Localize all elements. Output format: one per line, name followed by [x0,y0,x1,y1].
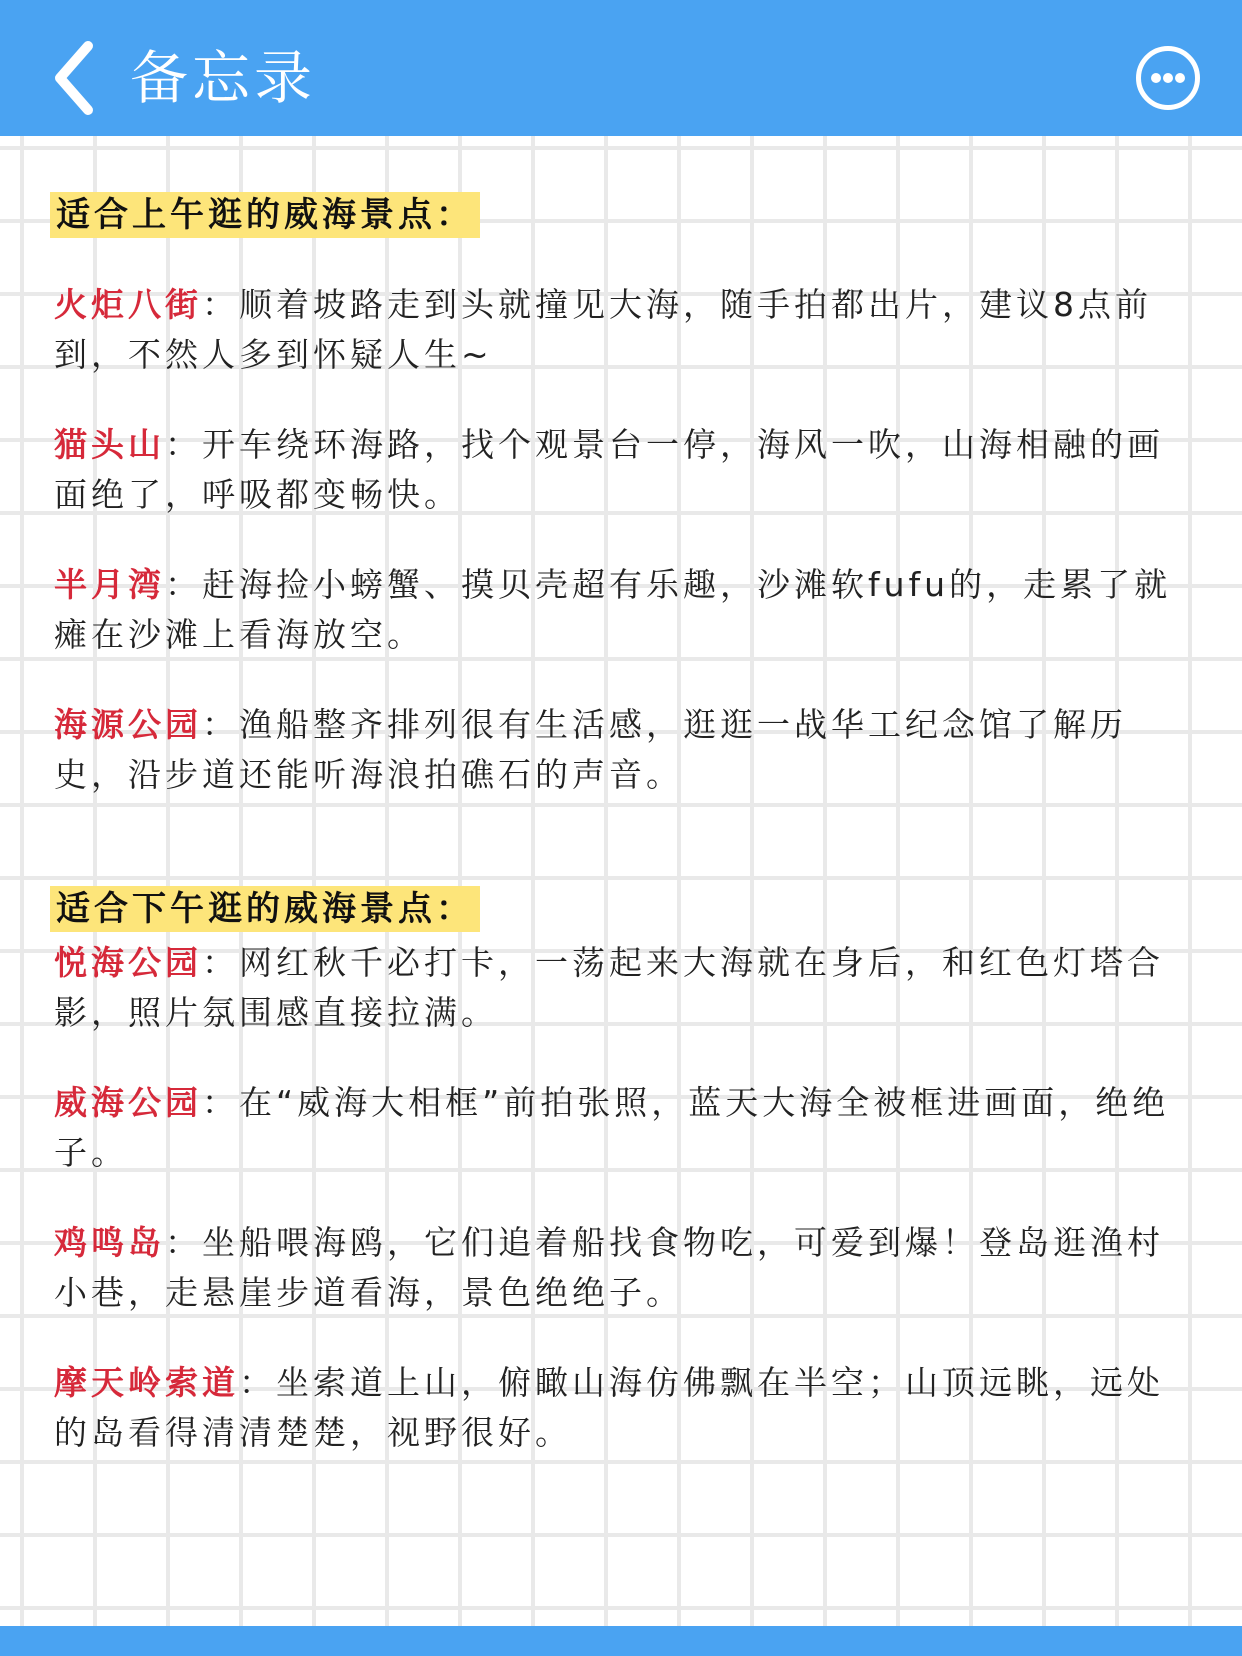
spot-separator: ： [202,285,239,324]
spot-entry [54,700,1194,800]
spot-description: 渔船整齐排列很有生活感，逛逛一战华工纪念馆了解历史，沿步道还能听海浪拍礁石的声音。 [54,705,1127,794]
chevron-left-icon [48,36,108,120]
spot-entry [54,280,1194,380]
spot-name: 海源公园 [54,705,202,744]
spot-name: 悦海公园 [54,943,202,982]
spot-entry [54,1078,1194,1178]
spot-description: 顺着坡路走到头就撞见大海，随手拍都出片，建议8点前到，不然人多到怀疑人生~ [54,285,1152,374]
spot-name: 摩天岭索道 [54,1363,239,1402]
spot-name: 半月湾 [54,565,165,604]
spot-description: 赶海捡小螃蟹、摸贝壳超有乐趣，沙滩软fufu的，走累了就瘫在沙滩上看海放空。 [54,565,1172,654]
note-content [0,136,1242,1626]
spot-name: 猫头山 [54,425,165,464]
spot-entry [54,1218,1194,1318]
spot-entry [54,938,1194,1038]
spot-entry [54,1358,1194,1458]
section-heading-afternoon: 适合下午逛的威海景点： [50,886,480,932]
section-heading-morning: 适合上午逛的威海景点： [50,192,480,238]
spot-separator: ： [165,565,202,604]
spot-entry [54,420,1194,520]
spot-name: 火炬八街 [54,285,202,324]
spot-description: 坐索道上山，俯瞰山海仿佛飘在半空；山顶远眺，远处的岛看得清清楚楚，视野很好。 [54,1363,1164,1452]
spot-separator: ： [165,425,202,464]
more-button[interactable] [1136,46,1200,110]
spot-description: 坐船喂海鸥，它们追着船找食物吃，可爱到爆！登岛逛渔村小巷，走悬崖步道看海，景色绝绝子。 [54,1223,1164,1312]
app-header [0,0,1242,136]
spot-description: 开车绕环海路，找个观景台一停，海风一吹，山海相融的画面绝了，呼吸都变畅快。 [54,425,1164,514]
spot-description: 网红秋千必打卡，一荡起来大海就在身后，和红色灯塔合影，照片氛围感直接拉满。 [54,943,1164,1032]
spot-name: 鸡鸣岛 [54,1223,165,1262]
footer-bar [0,1626,1242,1656]
spot-name: 威海公园 [54,1083,202,1122]
spot-description: 在“威海大相框”前拍张照，蓝天大海全被框进画面，绝绝子。 [54,1083,1170,1172]
spot-separator: ： [202,705,239,744]
spot-separator: ： [165,1223,202,1262]
back-button[interactable] [48,36,108,120]
spot-entry [54,560,1194,660]
spot-separator: ： [202,1083,239,1122]
page-title: 备忘录 [130,44,317,112]
spot-separator: ： [202,943,239,982]
spot-separator: ： [239,1363,276,1402]
